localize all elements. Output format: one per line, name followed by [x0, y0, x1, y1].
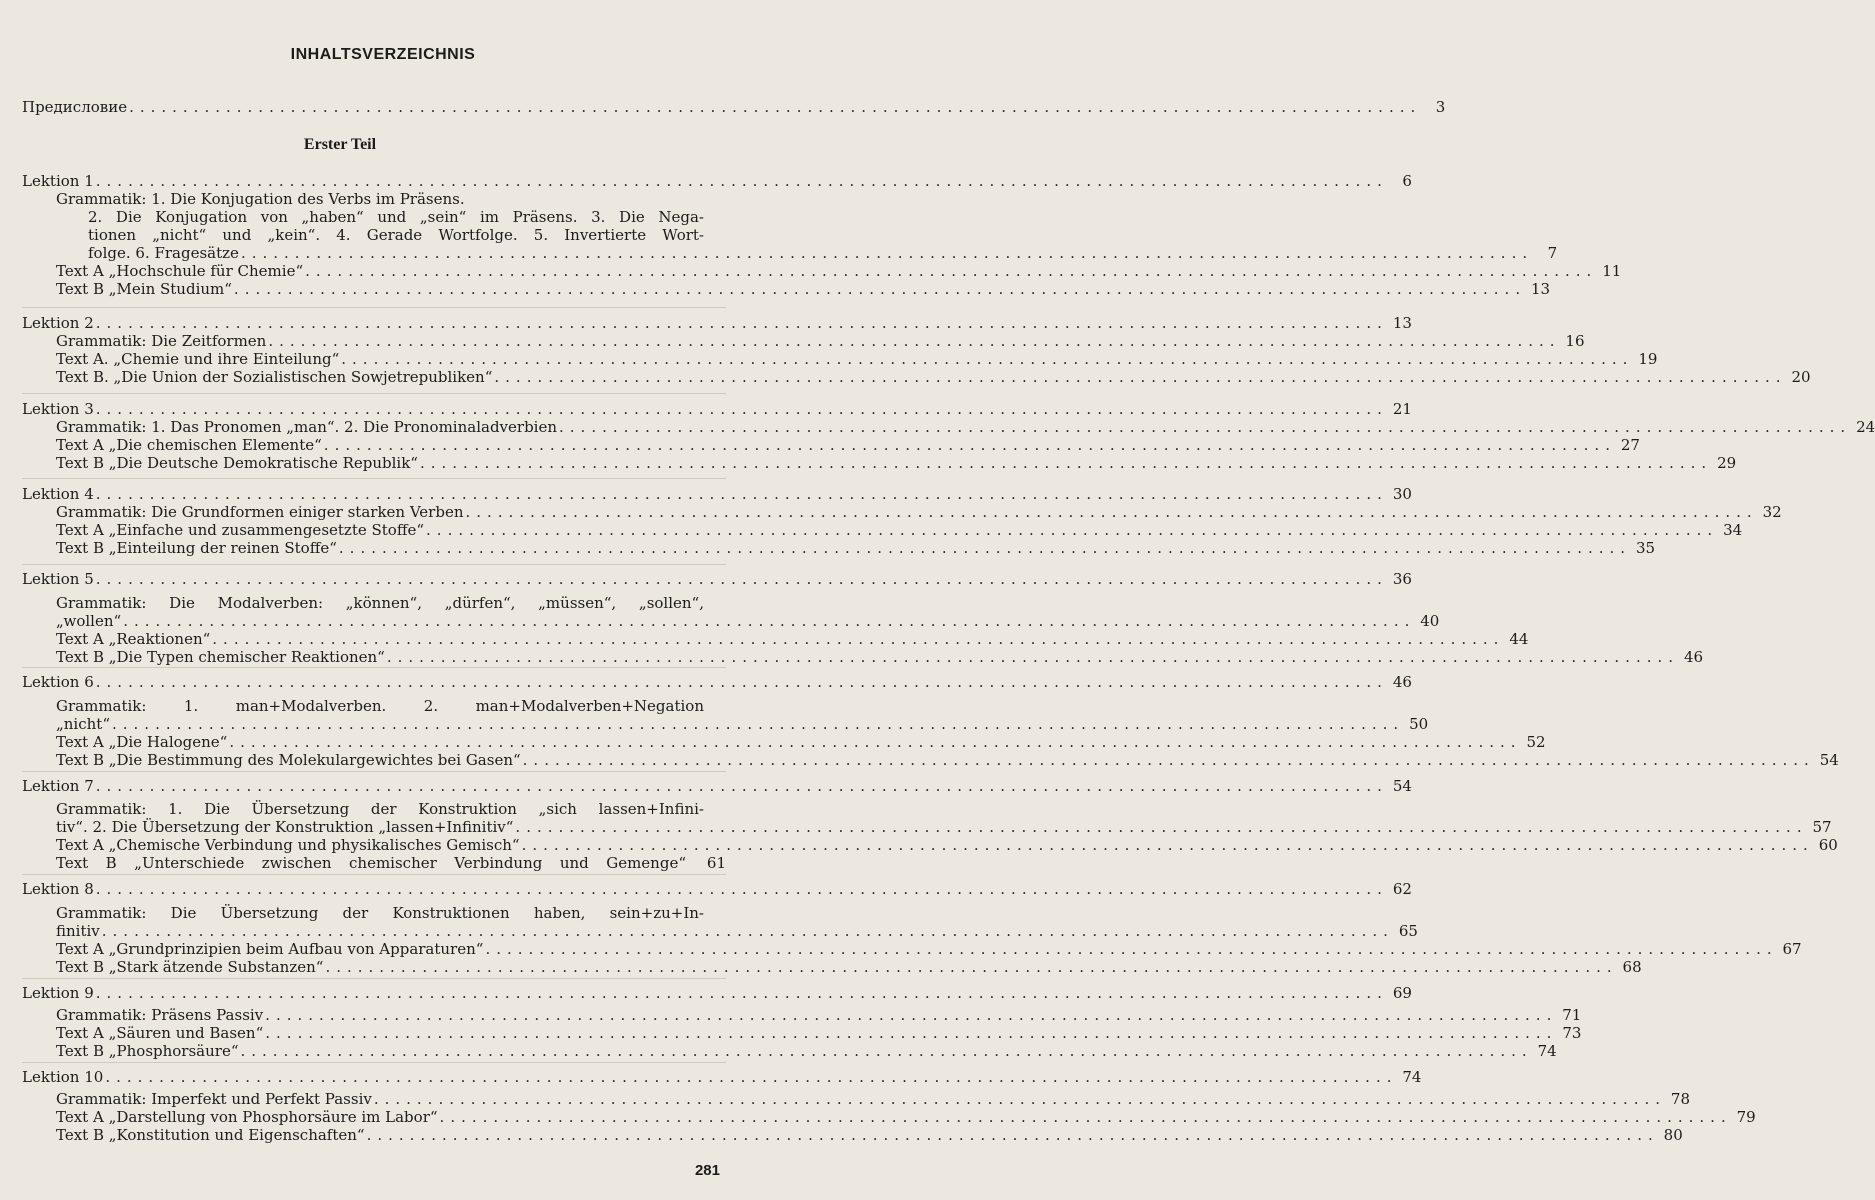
entry-text: Text A „Die chemischen Elemente“ — [56, 436, 322, 454]
toc-entry-continuation — [56, 612, 1440, 630]
toc-entry-lesson — [22, 1068, 1422, 1086]
divider — [22, 1062, 726, 1063]
toc-entry-continuation — [56, 715, 1429, 733]
divider — [22, 478, 726, 479]
toc-entry-lesson — [22, 314, 1412, 332]
entry-text: Text B „Mein Studium“ — [56, 280, 232, 298]
entry-page: 13 — [1392, 314, 1412, 332]
entry-text: „wollen“ — [56, 612, 122, 630]
entry-text: Grammatik: Die Grundformen einiger starken Verben — [56, 503, 464, 521]
toc-entry-text — [56, 648, 1704, 666]
entry-text: Lektion 3 — [22, 400, 94, 418]
entry-text: finitiv — [56, 922, 100, 940]
entry-page: 34 — [1723, 521, 1743, 539]
entry-text: Text B „Unterschiede zwischen chemischer Verbindung und Gemenge“ — [56, 854, 686, 872]
entry-text: Grammatik: 1. Die Konjugation des Verbs im Präsens. — [56, 190, 465, 208]
entry-page: 52 — [1526, 733, 1546, 751]
toc-entry-text — [56, 521, 1743, 539]
toc-entry-text — [56, 836, 1838, 854]
entry-text: Text B. „Die Union der Sozialistischen Sowjetrepubliken“ — [56, 368, 493, 386]
entry-page: 46 — [1683, 648, 1704, 666]
divider — [22, 393, 726, 394]
divider — [22, 771, 726, 772]
entry-text: Lektion 5 — [22, 570, 94, 588]
toc-entry-grammar — [56, 503, 1782, 521]
part-heading: Erster Teil — [303, 136, 377, 153]
entry-text: Text A „Chemische Verbindung und physikalisches Gemisch“ — [56, 836, 520, 854]
toc-entry-grammar — [56, 904, 726, 922]
toc-entry-text — [56, 1042, 1557, 1060]
toc-entry-grammar — [56, 418, 1875, 436]
entry-page: 67 — [1782, 940, 1802, 958]
entry-page: 6 — [1402, 172, 1412, 190]
divider — [22, 667, 726, 668]
entry-page: 50 — [1409, 715, 1429, 733]
page-number: 281 — [694, 1162, 720, 1179]
toc-entry-text — [56, 1108, 1756, 1126]
entry-text: Grammatik: 1. Das Pronomen „man“. 2. Die Pronominaladverbien — [56, 418, 558, 436]
toc-entry-text — [56, 262, 1622, 280]
leader-dots: ........................................................................................................................ — [95, 485, 1388, 503]
toc-entry-lesson — [22, 880, 1412, 898]
leader-dots: ........................................................................................................................ — [265, 1006, 1558, 1024]
toc-entry-text — [56, 539, 1656, 557]
entry-page: 27 — [1620, 436, 1640, 454]
entry-text: Text A „Säuren und Basen“ — [56, 1024, 264, 1042]
entry-text: Text B „Einteilung der reinen Stoffe“ — [56, 539, 337, 557]
entry-text: tionen „nicht“ und „kein“. 4. Gerade Wortfolge. 5. Invertierte Wort- — [88, 226, 704, 244]
leader-dots: ........................................................................................................................ — [240, 1042, 1533, 1060]
leader-dots: ........................................................................................................................ — [95, 777, 1388, 795]
leader-dots: ........................................................................................................................ — [419, 454, 1713, 472]
leader-dots: ........................................................................................................................ — [366, 1126, 1659, 1144]
entry-text: Text B „Phosphorsäure“ — [56, 1042, 239, 1060]
leader-dots: ........................................................................................................................ — [105, 1068, 1398, 1086]
entry-text: Grammatik: 1. Die Übersetzung der Konstruktion „sich lassen+Infini- — [56, 800, 704, 818]
entry-page: 3 — [1435, 98, 1446, 116]
entry-page: 57 — [1812, 818, 1832, 836]
leader-dots: ........................................................................................................................ — [212, 630, 1505, 648]
entry-text: Text A „Darstellung von Phosphorsäure im Labor“ — [56, 1108, 438, 1126]
entry-text: Lektion 9 — [22, 984, 94, 1002]
entry-text: Lektion 2 — [22, 314, 94, 332]
entry-page: 80 — [1663, 1126, 1683, 1144]
entry-page: 20 — [1791, 368, 1811, 386]
entry-page: 71 — [1562, 1006, 1582, 1024]
leader-dots: ........................................................................................................................ — [265, 1024, 1558, 1042]
entry-page: 36 — [1392, 570, 1412, 588]
entry-text: Text A „Einfache und zusammengesetzte Stoffe“ — [56, 521, 425, 539]
toc-entry-text — [56, 940, 1802, 958]
toc-entry-preface — [22, 98, 1446, 116]
toc-entry-text — [56, 454, 1737, 472]
entry-page: 74 — [1537, 1042, 1557, 1060]
entry-page: 61 — [706, 854, 726, 872]
leader-dots: ........................................................................................................................ — [95, 314, 1388, 332]
leader-dots: ........................................................................................................................ — [233, 280, 1527, 298]
entry-text: Text B „Die Typen chemischer Reaktionen“ — [56, 648, 385, 666]
toc-entry-text — [56, 854, 726, 872]
leader-dots: ........................................................................................................................ — [268, 332, 1561, 350]
entry-text: Grammatik: 1. man+Modalverben. 2. man+Modalverben+Negation — [56, 697, 704, 715]
leader-dots: ........................................................................................................................ — [101, 922, 1394, 940]
entry-page: 73 — [1562, 1024, 1582, 1042]
leader-dots: ........................................................................................................................ — [323, 436, 1616, 454]
toc-entry-lesson — [22, 172, 1412, 190]
entry-page: 54 — [1392, 777, 1412, 795]
toc-entry-continuation — [88, 208, 726, 226]
entry-page: 24 — [1856, 418, 1875, 436]
entry-text: Grammatik: Die Übersetzung der Konstruktionen haben, sein+zu+In- — [56, 904, 704, 922]
entry-text: Grammatik: Präsens Passiv — [56, 1006, 264, 1024]
toc-entry-continuation — [88, 244, 1558, 262]
entry-text: Lektion 8 — [22, 880, 94, 898]
toc-entry-text — [56, 436, 1640, 454]
leader-dots: ........................................................................................................................ — [95, 880, 1388, 898]
entry-page: 19 — [1638, 350, 1658, 368]
toc-entry-lesson — [22, 673, 1412, 691]
toc-entry-grammar — [56, 594, 726, 612]
leader-dots: ........................................................................................................................ — [386, 648, 1680, 666]
leader-dots: ........................................................................................................................ — [485, 940, 1778, 958]
toc-entry-text — [56, 1126, 1683, 1144]
entry-text: Grammatik: Die Modalverben: „können“, „dürfen“, „müssen“, „sollen“, — [56, 594, 704, 612]
leader-dots: ........................................................................................................................ — [305, 262, 1598, 280]
entry-text: Grammatik: Die Zeitformen — [56, 332, 267, 350]
leader-dots: ........................................................................................................................ — [338, 539, 1632, 557]
entry-text: Lektion 1 — [22, 172, 94, 190]
toc-entry-grammar — [56, 1090, 1691, 1108]
leader-dots: ........................................................................................................................ — [95, 984, 1388, 1002]
entry-page: 44 — [1509, 630, 1529, 648]
leader-dots: ........................................................................................................................ — [373, 1090, 1667, 1108]
entry-page: 13 — [1531, 280, 1551, 298]
toc-entry-continuation — [56, 818, 1832, 836]
leader-dots: ........................................................................................................................ — [439, 1108, 1732, 1126]
leader-dots: ........................................................................................................................ — [95, 172, 1388, 190]
entry-text: Text B „Die Bestimmung des Molekulargewichtes bei Gasen“ — [56, 751, 521, 769]
toc-entry-text — [56, 280, 1551, 298]
entry-page: 30 — [1392, 485, 1412, 503]
entry-text: Lektion 6 — [22, 673, 94, 691]
entry-text: „nicht“ — [56, 715, 110, 733]
toc-entry-lesson — [22, 400, 1412, 418]
entry-text: Lektion 4 — [22, 485, 94, 503]
entry-page: 54 — [1819, 751, 1839, 769]
leader-dots: ........................................................................................................................ — [515, 818, 1808, 836]
leader-dots: ........................................................................................................................ — [521, 836, 1814, 854]
entry-page: 32 — [1762, 503, 1782, 521]
leader-dots: ........................................................................................................................ — [95, 673, 1388, 691]
leader-dots: ........................................................................................................................ — [494, 368, 1787, 386]
leader-dots: ........................................................................................................................ — [465, 503, 1758, 521]
toc-entry-text — [56, 368, 1811, 386]
toc-entry-grammar — [56, 190, 726, 208]
entry-page: 7 — [1547, 244, 1558, 262]
leader-dots: ........................................................................................................................ — [559, 418, 1852, 436]
leader-dots: ........................................................................................................................ — [129, 98, 1422, 116]
entry-text: Text A „Reaktionen“ — [56, 630, 211, 648]
toc-entry-grammar — [56, 697, 726, 715]
leader-dots: ........................................................................................................................ — [95, 570, 1388, 588]
entry-text: Lektion 10 — [22, 1068, 104, 1086]
toc-entry-grammar — [56, 1006, 1582, 1024]
entry-text: tiv“. 2. Die Übersetzung der Konstruktion „lassen+Infinitiv“ — [56, 818, 514, 836]
toc-entry-text — [56, 1024, 1582, 1042]
leader-dots: ........................................................................................................................ — [426, 521, 1719, 539]
leader-dots: ........................................................................................................................ — [341, 350, 1634, 368]
toc-entry-text — [56, 958, 1642, 976]
entry-page: 74 — [1402, 1068, 1422, 1086]
leader-dots: ........................................................................................................................ — [112, 715, 1405, 733]
entry-page: 29 — [1717, 454, 1737, 472]
entry-page: 11 — [1602, 262, 1622, 280]
toc-entry-continuation — [56, 922, 1418, 940]
entry-page: 40 — [1420, 612, 1440, 630]
divider — [22, 307, 726, 308]
entry-page: 16 — [1565, 332, 1585, 350]
leader-dots: ........................................................................................................................ — [240, 244, 1534, 262]
toc-entry-grammar — [56, 800, 726, 818]
divider — [22, 978, 726, 979]
entry-text: Text A „Hochschule für Chemie“ — [56, 262, 304, 280]
toc-entry-grammar — [56, 332, 1585, 350]
entry-page: 35 — [1635, 539, 1656, 557]
entry-text: Lektion 7 — [22, 777, 94, 795]
entry-page: 46 — [1392, 673, 1412, 691]
entry-text: Text A. „Chemie und ihre Einteilung“ — [56, 350, 340, 368]
entry-text: Grammatik: Imperfekt und Perfekt Passiv — [56, 1090, 372, 1108]
leader-dots: ........................................................................................................................ — [325, 958, 1618, 976]
toc-entry-text — [56, 350, 1658, 368]
leader-dots: ........................................................................................................................ — [229, 733, 1522, 751]
toc-entry-lesson — [22, 984, 1412, 1002]
entry-page: 62 — [1392, 880, 1412, 898]
page-title: INHALTSVERZEICHNIS — [290, 46, 476, 63]
entry-text: Text B „Konstitution und Eigenschaften“ — [56, 1126, 365, 1144]
entry-text: folge. 6. Fragesätze — [88, 244, 239, 262]
leader-dots: ........................................................................................................................ — [123, 612, 1416, 630]
entry-page: 69 — [1392, 984, 1412, 1002]
entry-page: 79 — [1736, 1108, 1756, 1126]
entry-page: 68 — [1622, 958, 1642, 976]
divider — [22, 874, 726, 875]
entry-page: 21 — [1392, 400, 1412, 418]
toc-entry-lesson — [22, 570, 1412, 588]
entry-text: Text A „Grundprinzipien beim Aufbau von Apparaturen“ — [56, 940, 484, 958]
entry-text: Предисловие — [22, 98, 128, 116]
toc-entry-text — [56, 751, 1839, 769]
entry-text: 2. Die Konjugation von „haben“ und „sein“ im Präsens. 3. Die Nega- — [88, 208, 704, 226]
leader-dots: ........................................................................................................................ — [522, 751, 1815, 769]
entry-page: 60 — [1818, 836, 1838, 854]
toc-entry-lesson — [22, 485, 1412, 503]
entry-page: 65 — [1398, 922, 1418, 940]
divider — [22, 564, 726, 565]
entry-text: Text B „Die Deutsche Demokratische Republik“ — [56, 454, 418, 472]
entry-text: Text B „Stark ätzende Substanzen“ — [56, 958, 324, 976]
toc-entry-text — [56, 733, 1546, 751]
toc-entry-lesson — [22, 777, 1412, 795]
entry-page: 78 — [1670, 1090, 1691, 1108]
leader-dots: ........................................................................................................................ — [95, 400, 1388, 418]
entry-text: Text A „Die Halogene“ — [56, 733, 228, 751]
toc-entry-text — [56, 630, 1529, 648]
toc-entry-continuation — [88, 226, 726, 244]
